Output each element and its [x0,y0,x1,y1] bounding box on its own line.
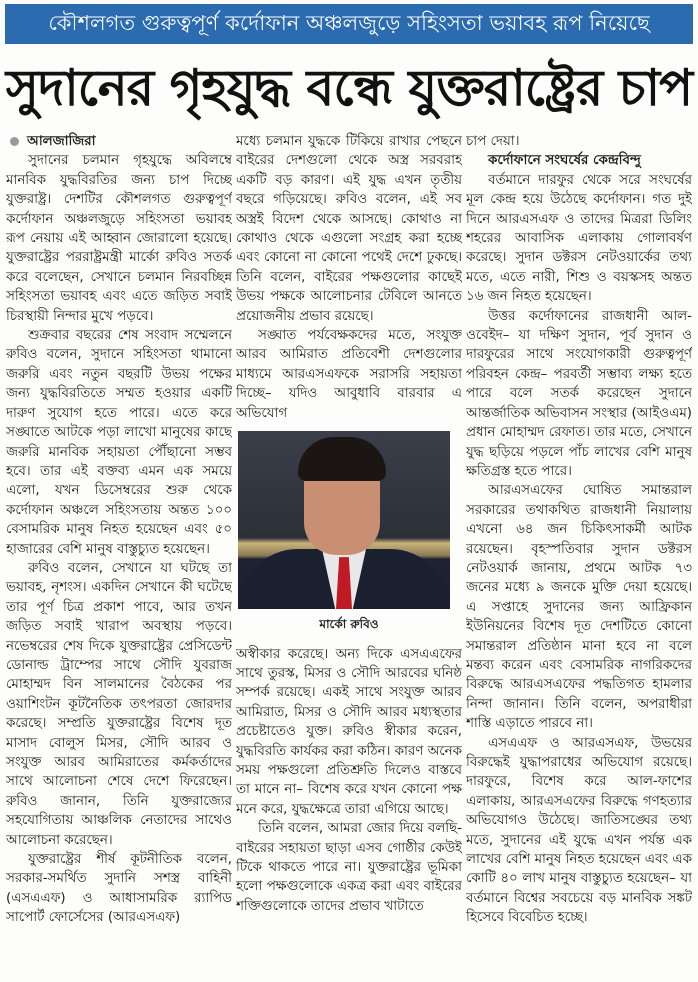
source-label: আলজাজিরা [27,134,96,149]
paragraph: বর্তমানে দারফুর থেকে সরে সংঘর্ষের মূল কেন্দ্র হয়ে উঠেছে কর্দোফান। গত দুই দিনে আরএসএফ ও তাদের মিত্ররা ডিলিং শহরের আবাসিক এলাকায় গোলাবর্ষণ করেছে। সুদান ডক্টরস নেটওয়ার্কের তথ্য মতে, এতে নারী, শিশু ও বয়স্কসহ অন্তত ১৬ জন নিহত হয়েছেন। [466,172,692,305]
paragraph: তিনি বলেন, আমরা জোর দিয়ে বলছি-বাইরের সহায়তা ছাড়া এসব গোষ্ঠীর কেউই টিকে থাকতে পারে না। যুক্তরাষ্ট্রের ভূমিকা হলো পক্ষগুলোকে একত্র করা এবং বাইরের শক্তিগুলোকে তাদের প্রভাব খাটাতে [236,821,462,914]
paragraph: অস্বীকার করেছে। অন্য দিকে এসএএফের সাথে তুরস্ক, মিসর ও সৌদি আরবের ঘনিষ্ঠ সম্পর্ক রয়েছে। একই সাথে সংযুক্ত আরব আমিরাত, মিসর ও সৌদি আরব মধ্যস্থতার প্রচেষ্টাতেও যুক্ত। রুবিও স্বীকার করেন, যুদ্ধবিরতি কার্যকর করা কঠিন। কারণ অনেক সময় পক্ষগুলো প্রতিশ্রুতি দিলেও বাস্তবে তা মানে না– বিশেষ করে যখন কোনো পক্ষ মনে করে, যুদ্ধক্ষেত্রে তারা এগিয়ে আছে। [236,646,462,817]
paragraph: শুক্রবার বছরের শেষ সংবাদ সম্মেলনে রুবিও বলেন, সুদানে সহিংসতা থামানো জরুরি এবং নতুন বছরটি উভয় পক্ষের জন্য যুদ্ধবিরতিতে সম্মত হওয়ার একটি দারুণ সুযোগ হতে পারে। এতে করে সঙ্ঘাতে আটকে পড়া লাখো মানুষের কাছে জরুরি মানবিক সহায়তা পৌঁছানো সম্ভব হবে। তার এই বক্তব্য এমন এক সময়ে এলো, যখন ডিসেম্বরের শুরু থেকে কর্দোফান অঞ্চলে সহিংসতায় অন্তত ১০০ বেসামরিক মানুষ নিহত হয়েছেন এবং ৫০ হাজারের বেশি মানুষ বাস্তুচ্যুত হয়েছেন। [6,328,232,557]
paragraph: সঙ্ঘাত পর্যবেক্ষকদের মতে, সংযুক্ত আরব আমিরাত প্রতিবেশী দেশগুলোর মাধ্যমে আরএসএফকে সরাসরি সহায়তা দিচ্ছে– যদিও আবুধাবি বারবার এ অভিযোগ [236,328,462,421]
subheading: কর্দোফানে সংঘর্ষের কেন্দ্রবিন্দু [488,153,641,169]
marco-rubio-photo [238,431,450,609]
paragraph: যুক্তরাষ্ট্রের শীর্ষ কূটনীতিক বলেন, সরকার-সমর্থিত সুদানি সশস্ত্র বাহিনী (এসএএফ) ও আধাসামরিক র‍্যাপিড সাপোর্ট ফোর্সেসের (আরএসএফ) [6,852,232,926]
paragraph: উত্তর কর্দোফানের রাজধানী আল-ওবেইদ– যা দক্ষিণ সুদান, পূর্ব সুদান ও দারফুরের সাথে সংযোগকারী গুরুত্বপূর্ণ পরিবহন কেন্দ্র– পরবর্তী সম্ভাব্য লক্ষ্য হতে পারে বলে সতর্ক করেছেন সুদানে আন্তর্জাতিক অভিবাসন সংস্থার (আইওএম) প্রধান মোহাম্মদ রেফাত। তার মতে, সেখানে যুদ্ধ ছড়িয়ে পড়লে পাঁচ লাখের বেশি মানুষ ক্ষতিগ্রস্ত হতে পারে। [466,308,692,479]
photo-caption: মার্কো রুবিও [319,617,379,632]
article-column-1 [6,132,232,978]
paragraph: মধ্যে চলমান যুদ্ধকে টিকিয়ে রাখার পেছনে বাইরের দেশগুলো থেকে অস্ত্র সরবরাহ একটি বড় কারণ। এই যুদ্ধ এখন তৃতীয় বছরে গড়িয়েছে। রুবিও বলেন, এই সব অস্ত্রই বিদেশ থেকে আসছে। কোথাও না কোথাও থেকে এগুলো সংগ্রহ করা হচ্ছে এবং কোনো না কোনো পথেই দেশে ঢুকছে। তিনি বলেন, বাইরের পক্ষগুলোর কাছেই উভয় পক্ষকে আলোচনার টেবিলে আনতে প্রয়োজনীয় প্রভাব রয়েছে। [236,134,462,324]
kicker-text: কৌশলগত গুরুত্বপূর্ণ কর্দোফান অঞ্চলজুড়ে সহিংসতা ভয়াবহ রূপ নিয়েছে [48,10,650,35]
paragraph: সুদানের চলমান গৃহযুদ্ধে অবিলম্বে মানবিক যুদ্ধবিরতির জন্য চাপ দিচ্ছে যুক্তরাষ্ট্র। দেশটির কৌশলগত গুরুত্বপূর্ণ কর্দোফান অঞ্চলজুড়ে সহিংসতা ভয়াবহ রূপ নেয়ায় এই আহ্বান জোরালো হয়েছে। যুক্তরাষ্ট্রের পররাষ্ট্রমন্ত্রী মার্কো রুবিও সতর্ক করে বলেছেন, সেখানে চলমান নিরবচ্ছিন্ন সহিংসতা ভয়াবহ এবং এতে জড়িত সবাই চিরস্থায়ী নিন্দার মুখে পড়বে। [6,153,232,324]
article-column-3 [466,132,692,978]
headline: সুদানের গৃহযুদ্ধ বন্ধে যুক্তরাষ্ট্রের চাপ [5,59,693,117]
paragraph: চাপ দেয়া। [466,134,520,149]
paragraph: রুবিও বলেন, সেখানে যা ঘটছে তা ভয়াবহ, নৃশংস। একদিন সেখানে কী ঘটেছে তার পূর্ণ চিত্র প্রকাশ পাবে, আর তখন জড়িত সবাই খারাপ অবস্থায় পড়বে। নভেম্বরের শেষ দিকে যুক্তরাষ্ট্রের প্রেসিডেন্ট ডোনাল্ড ট্রাম্পের সাথে সৌদি যুবরাজ মোহাম্মদ বিন সালমানের বৈঠকের পর ওয়াশিংটন কূটনৈতিক তৎপরতা জোরদার করেছে। সম্প্রতি যুক্তরাষ্ট্রের বিশেষ দূত মাসাদ বোলুস মিসর, সৌদি আরব ও সংযুক্ত আরব আমিরাতের কর্মকর্তাদের সাথে আলোচনা শেষে দেশে ফিরেছেন। রুবিও জানান, তিনি যুক্তরাজ্যের সহযোগিতায় আঞ্চলিক নেতাদের সাথেও আলোচনা করেছেন। [6,560,232,848]
paragraph: এসএএফ ও আরএসএফ, উভয়ের বিরুদ্ধেই যুদ্ধাপরাধের অভিযোগ রয়েছে। দারফুরে, বিশেষ করে আল-ফাশের এলাকায়, আরএসএফের বিরুদ্ধে গণহত্যার অভিযোগও উঠেছে। জাতিসঙ্ঘের তথ্য মতে, সুদানের এই যুদ্ধে এখন পর্যন্ত এক লাখের বেশি মানুষ নিহত হয়েছেন এবং এক কোটি ৪০ লাখ মানুষ বাস্তুচ্যুত হয়েছেন– যা বর্তমানে বিশ্বের সবচেয়ে বড় মানবিক সঙ্কট হিসেবে বিবেচিত হচ্ছে। [466,735,692,926]
kicker-banner [5,4,693,44]
source-line [6,132,232,151]
paragraph: আরএসএফের ঘোষিত সমান্তরাল সরকারের তথাকথিত রাজধানী নিয়ালায় এখনো ৬৪ জন চিকিৎসাকর্মী আটক রয়েছেন। বৃহস্পতিবার সুদান ডক্টরস নেটওয়ার্ক জানায়, প্রথমে আটক ৭৩ জনের মধ্যে ৯ জনকে মুক্তি দেয়া হয়েছে। এ সপ্তাহে সুদানের জন্য আফ্রিকান ইউনিয়নের বিশেষ দূত দেশটিতে কোনো সমান্তরাল প্রতিষ্ঠান মানা হবে না বলে মন্তব্য করেন এবং বেসামরিক নাগরিকদের বিরুদ্ধে আরএসএফের পদ্ধতিগত হামলার নিন্দা জানান। তিনি বলেন, অপরাধীরা শাস্তি এড়াতে পারবে না। [466,483,692,732]
article-column-2 [236,132,462,978]
bullet-dot-icon [10,137,19,146]
